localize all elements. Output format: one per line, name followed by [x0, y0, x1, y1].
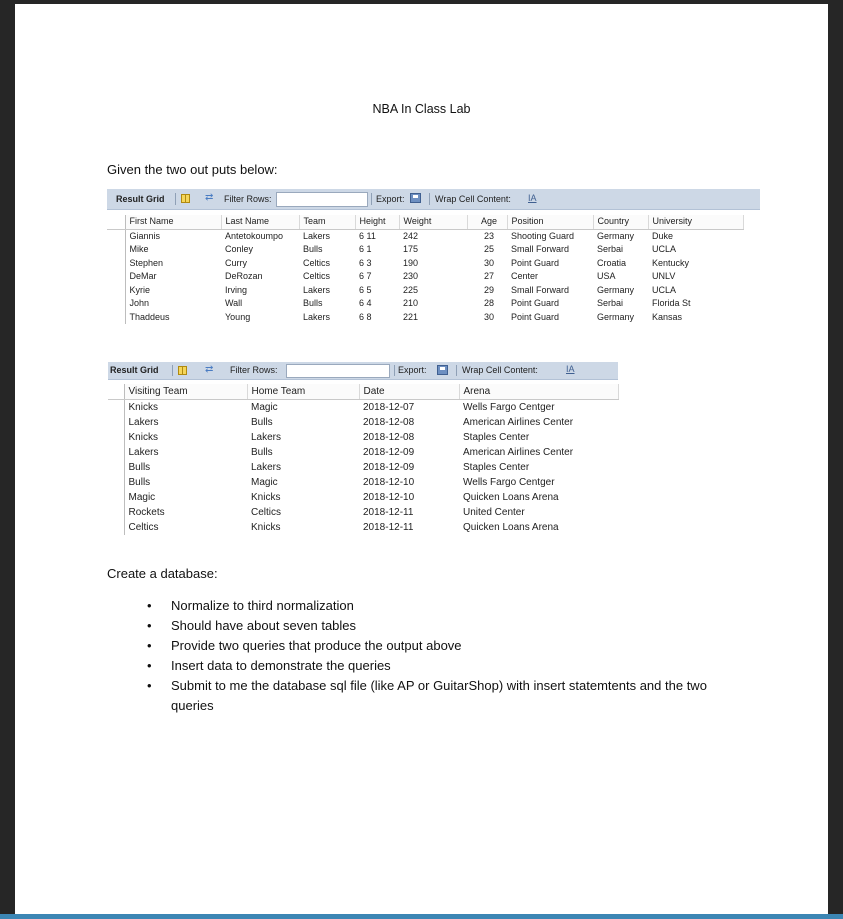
result-grid-label: Result Grid [110, 365, 159, 375]
cell-weight[interactable]: 175 [403, 244, 419, 254]
cell-date[interactable]: 2018-12-09 [363, 462, 415, 473]
refresh-arrows-icon[interactable]: ⇄ [205, 364, 214, 375]
cell-position[interactable]: Point Guard [511, 311, 560, 322]
column-header[interactable]: Arena [459, 384, 618, 400]
filter-rows-label: Filter Rows: [224, 194, 272, 204]
grid-view-icon[interactable] [181, 194, 190, 203]
cell-country[interactable]: Serbai [597, 244, 624, 254]
row-header-corner [108, 384, 124, 400]
cell-date[interactable]: 2018-12-07 [363, 402, 415, 413]
players-grid-toolbar [107, 189, 760, 210]
cell-last-name[interactable]: DeRozan [225, 271, 263, 281]
document-page [15, 4, 828, 914]
cell-date[interactable]: 2018-12-10 [363, 492, 415, 503]
column-header[interactable]: Weight [399, 215, 467, 229]
column-header[interactable]: Home Team [247, 384, 359, 400]
table-row[interactable] [108, 475, 618, 490]
cell-university[interactable]: UCLA [652, 244, 677, 254]
cell-arena[interactable]: American Airlines Center [463, 447, 574, 458]
table-row[interactable] [107, 243, 743, 257]
cell-team[interactable]: Bulls [303, 298, 323, 308]
table-row[interactable] [108, 505, 618, 520]
players-result-grid [107, 189, 760, 332]
cell-university[interactable]: Duke [652, 230, 674, 241]
cell-last-name[interactable]: Wall [225, 298, 243, 308]
table-row[interactable] [108, 415, 618, 430]
list-item: • Submit to me the database sql file (like AP or GuitarShop) with insert statemtents and the two queries [147, 676, 747, 716]
cell-team[interactable]: Celtics [303, 271, 331, 281]
column-header[interactable]: University [648, 215, 743, 229]
cell-team[interactable]: Lakers [303, 311, 331, 322]
cell-visiting-team[interactable]: Lakers [128, 447, 159, 458]
games-table [108, 384, 619, 535]
column-header[interactable]: Age [467, 215, 507, 229]
cell-age[interactable]: 28 [483, 298, 494, 308]
cell-age[interactable]: 29 [483, 284, 494, 295]
cell-visiting-team[interactable]: Knicks [128, 402, 158, 413]
cell-age[interactable]: 23 [483, 230, 494, 241]
cell-visiting-team[interactable]: Magic [128, 492, 156, 503]
cell-height[interactable]: 6 3 [359, 257, 372, 268]
export-label: Export: [398, 365, 427, 375]
table-row[interactable] [108, 460, 618, 475]
cell-university[interactable]: UCLA [652, 284, 677, 295]
cell-university[interactable]: UNLV [652, 271, 676, 281]
wrap-cell-label: Wrap Cell Content: [435, 194, 511, 204]
cell-country[interactable]: Croatia [597, 257, 627, 268]
table-row[interactable] [108, 400, 618, 416]
filter-rows-input[interactable] [286, 364, 390, 378]
column-header[interactable]: Country [593, 215, 648, 229]
cell-team[interactable]: Lakers [303, 230, 331, 241]
list-item: • Normalize to third normalization [147, 596, 747, 616]
create-database-heading: Create a database: [107, 566, 218, 581]
cell-height[interactable]: 6 8 [359, 311, 372, 322]
cell-home-team[interactable]: Lakers [251, 432, 282, 443]
cell-first-name[interactable]: Stephen [129, 257, 164, 268]
players-table [107, 215, 744, 324]
cell-visiting-team[interactable]: Rockets [128, 507, 165, 518]
cell-arena[interactable]: Quicken Loans Arena [463, 522, 559, 533]
list-item: • Should have about seven tables [147, 616, 747, 636]
cell-first-name[interactable]: Thaddeus [129, 311, 170, 322]
cell-country[interactable]: Germany [597, 311, 635, 322]
filter-rows-input[interactable] [276, 192, 368, 207]
cell-country[interactable]: Germany [597, 284, 635, 295]
cell-age[interactable]: 30 [483, 257, 494, 268]
cell-country[interactable]: USA [597, 271, 616, 281]
cell-home-team[interactable]: Magic [251, 402, 278, 413]
list-item: • Provide two queries that produce the output above [147, 636, 747, 656]
cell-date[interactable]: 2018-12-08 [363, 417, 415, 428]
intro-text: Given the two out puts below: [107, 162, 278, 177]
cell-home-team[interactable]: Bulls [251, 417, 273, 428]
cell-arena[interactable]: Quicken Loans Arena [463, 492, 559, 503]
cell-arena[interactable]: Wells Fargo Centger [463, 477, 555, 488]
cell-home-team[interactable]: Celtics [251, 507, 282, 518]
cell-team[interactable]: Celtics [303, 257, 331, 268]
cell-weight[interactable]: 221 [403, 311, 419, 322]
table-row[interactable] [108, 490, 618, 505]
cell-country[interactable]: Serbai [597, 298, 624, 308]
viewer-bottom-bar [0, 914, 843, 919]
cell-last-name[interactable]: Conley [225, 244, 254, 254]
table-row[interactable] [107, 284, 743, 298]
cell-visiting-team[interactable]: Lakers [128, 417, 159, 428]
table-row[interactable] [107, 270, 743, 284]
column-header[interactable]: Last Name [221, 215, 299, 229]
cell-visiting-team[interactable]: Bulls [128, 477, 151, 488]
column-header[interactable]: First Name [125, 215, 221, 229]
cell-last-name[interactable]: Curry [225, 257, 247, 268]
column-header[interactable]: Visiting Team [124, 384, 247, 400]
cell-position[interactable]: Center [511, 271, 539, 281]
cell-weight[interactable]: 190 [403, 257, 419, 268]
cell-university[interactable]: Kansas [652, 311, 683, 322]
row-header-corner [107, 215, 125, 229]
table-row[interactable] [108, 520, 618, 535]
table-row[interactable] [107, 297, 743, 311]
table-row[interactable] [107, 257, 743, 271]
column-header[interactable]: Height [355, 215, 399, 229]
cell-height[interactable]: 6 5 [359, 284, 372, 295]
cell-position[interactable]: Small Forward [511, 284, 570, 295]
cell-home-team[interactable]: Bulls [251, 447, 273, 458]
cell-arena[interactable]: Wells Fargo Centger [463, 402, 555, 413]
cell-country[interactable]: Germany [597, 230, 635, 241]
column-header[interactable]: Team [299, 215, 355, 229]
cell-weight[interactable]: 210 [403, 298, 419, 308]
cell-position[interactable]: Point Guard [511, 298, 560, 308]
cell-arena[interactable]: Staples Center [463, 462, 530, 473]
column-header[interactable]: Position [507, 215, 593, 229]
export-label: Export: [376, 194, 405, 204]
refresh-arrows-icon[interactable]: ⇄ [205, 192, 214, 203]
cell-home-team[interactable]: Lakers [251, 462, 282, 473]
cell-height[interactable]: 6 11 [359, 230, 376, 241]
players-header-row [107, 215, 743, 229]
cell-university[interactable]: Kentucky [652, 257, 690, 268]
cell-last-name[interactable]: Irving [225, 284, 248, 295]
cell-position[interactable]: Small Forward [511, 244, 570, 254]
cell-first-name[interactable]: John [129, 298, 150, 308]
column-header[interactable]: Date [359, 384, 459, 400]
requirements-list [147, 596, 747, 716]
table-row[interactable] [108, 430, 618, 445]
games-header-row [108, 384, 618, 400]
cell-date[interactable]: 2018-12-11 [363, 522, 414, 533]
cell-visiting-team[interactable]: Bulls [128, 462, 151, 473]
cell-home-team[interactable]: Magic [251, 477, 278, 488]
result-grid-label: Result Grid [116, 194, 165, 204]
cell-home-team[interactable]: Knicks [251, 492, 281, 503]
cell-visiting-team[interactable]: Celtics [128, 522, 159, 533]
cell-home-team[interactable]: Knicks [251, 522, 281, 533]
cell-height[interactable]: 6 1 [359, 244, 372, 254]
cell-weight[interactable]: 225 [403, 284, 419, 295]
cell-last-name[interactable]: Antetokoumpo [225, 230, 284, 241]
cell-arena[interactable]: American Airlines Center [463, 417, 574, 428]
games-result-grid [108, 362, 618, 542]
wrap-cell-label: Wrap Cell Content: [462, 365, 538, 375]
cell-university[interactable]: Florida St [652, 298, 691, 308]
cell-date[interactable]: 2018-12-09 [363, 447, 415, 458]
cell-age[interactable]: 25 [483, 244, 494, 254]
cell-first-name[interactable]: DeMar [129, 271, 157, 281]
cell-age[interactable]: 27 [483, 271, 494, 281]
wrap-cell-icon[interactable]: IA [528, 193, 537, 203]
cell-first-name[interactable]: Giannis [129, 230, 161, 241]
games-grid-toolbar [108, 362, 618, 380]
export-icon[interactable] [437, 365, 448, 375]
table-row[interactable] [107, 229, 743, 243]
table-row[interactable] [107, 311, 743, 325]
cell-arena[interactable]: Staples Center [463, 432, 530, 443]
cell-first-name[interactable]: Mike [129, 244, 149, 254]
cell-last-name[interactable]: Young [225, 311, 251, 322]
cell-height[interactable]: 6 4 [359, 298, 372, 308]
cell-visiting-team[interactable]: Knicks [128, 432, 158, 443]
cell-first-name[interactable]: Kyrie [129, 284, 151, 295]
cell-arena[interactable]: United Center [463, 507, 525, 518]
export-icon[interactable] [410, 193, 421, 203]
cell-height[interactable]: 6 7 [359, 271, 372, 281]
cell-position[interactable]: Shooting Guard [511, 230, 575, 241]
cell-weight[interactable]: 242 [403, 230, 419, 241]
wrap-cell-icon[interactable]: IA [566, 364, 575, 374]
filter-rows-label: Filter Rows: [230, 365, 278, 375]
cell-age[interactable]: 30 [483, 311, 494, 322]
cell-date[interactable]: 2018-12-08 [363, 432, 415, 443]
list-item: • Insert data to demonstrate the queries [147, 656, 747, 676]
grid-view-icon[interactable] [178, 366, 187, 375]
cell-date[interactable]: 2018-12-10 [363, 477, 415, 488]
page-title: NBA In Class Lab [372, 102, 471, 116]
cell-team[interactable]: Lakers [303, 284, 331, 295]
cell-team[interactable]: Bulls [303, 244, 323, 254]
cell-date[interactable]: 2018-12-11 [363, 507, 414, 518]
cell-position[interactable]: Point Guard [511, 257, 560, 268]
table-row[interactable] [108, 445, 618, 460]
cell-weight[interactable]: 230 [403, 271, 419, 281]
